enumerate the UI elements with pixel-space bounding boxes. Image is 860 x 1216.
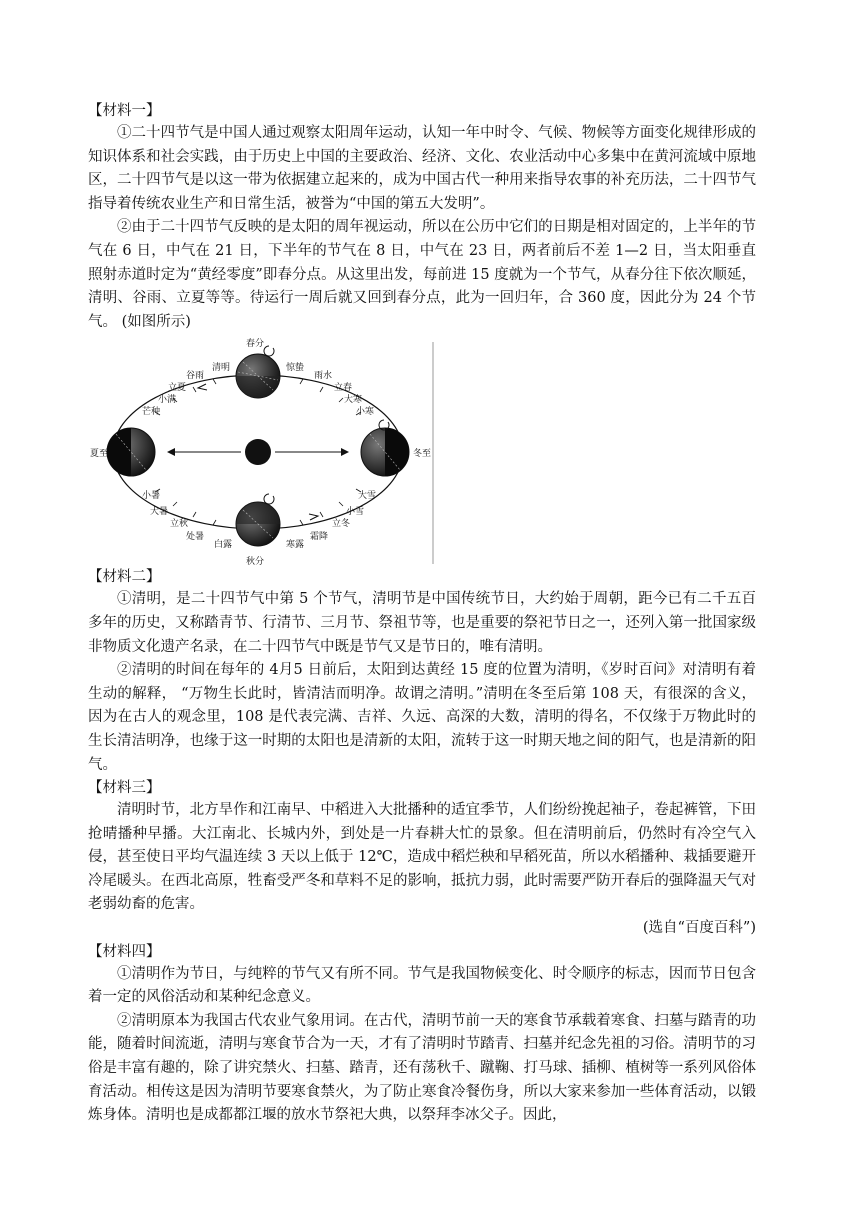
label-xiaoman: 小满: [158, 395, 177, 406]
document-page: [88, 100, 756, 1128]
label-dashu: 大暑: [150, 507, 169, 518]
label-shuangjiang: 霜降: [310, 532, 329, 543]
earth-qiufen-icon: [236, 502, 280, 546]
label-liqiu: 立秋: [170, 519, 189, 530]
label-guyu: 谷雨: [186, 371, 205, 382]
label-xiaohan: 小寒: [356, 407, 375, 418]
material4-heading: 【材料四】: [88, 943, 161, 960]
label-dongzhi: 冬至: [413, 449, 432, 460]
material1-heading: 【材料一】: [88, 103, 161, 119]
label-hanlu: 寒露: [286, 540, 305, 551]
rotation-icon: [264, 346, 274, 356]
rotation-icon: [264, 494, 274, 504]
label-mangzhong: 芒种: [142, 407, 161, 418]
label-xiazhi: 夏至: [90, 449, 109, 460]
label-qiufen: 秋分: [246, 557, 265, 567]
label-daxue: 大雪: [358, 491, 377, 502]
label-yushui: 雨水: [314, 371, 333, 382]
label-chunfen: 春分: [246, 339, 265, 350]
label-xiaoxue: 小雪: [346, 507, 365, 518]
material1-paragraph-1: ①二十四节气是中国人通过观察太阳周年运动，认知一年中时令、气候、物候等方面变化规律形成的知识体系和社会实践，由于历史上中国的主要政治、经济、文化、农业活动中心多集中在黄河流域中原地区，二十四节气是以这一带为依据建立起来的，成为中国古代一种用来指导农事的补充历法，二十四节气指导着传统农业生产和日常生活，被誉为“中国的第五大发明”。: [88, 125, 756, 212]
earth-xiazhi-icon: [107, 428, 155, 476]
sun-icon: [245, 439, 271, 465]
earth-chunfen-icon: [236, 354, 280, 398]
orbit-direction-icon: [198, 384, 207, 390]
solar-terms-diagram: [88, 334, 756, 566]
orbit-direction-icon: [309, 514, 318, 520]
label-bailu: 白露: [214, 540, 233, 551]
label-lixia: 立夏: [168, 383, 187, 394]
material3-source: (选自“百度百科”): [642, 920, 756, 937]
solar-terms-svg: [88, 334, 756, 566]
material2-paragraph-1: ①清明，是二十四节气中第 5 个节气，清明节是中国传统节日，大约始于周朝，距今已有二千五百多年的历史，又称踏青节、行清节、三月节、祭祖节等，也是重要的祭祀节日之一，还列入第一批国家级非物质文化遗产名录，在二十四节气中既是节气又是节日的，唯有清明。: [88, 591, 756, 655]
label-dahan: 大寒: [344, 395, 363, 406]
label-lichun: 立春: [334, 383, 353, 394]
material4-paragraph-1: ①清明作为节日，与纯粹的节气又有所不同。节气是我国物候变化、时令顺序的标志，因而节日包含着一定的风俗活动和某种纪念意义。: [88, 965, 756, 1006]
material2-heading: 【材料二】: [88, 569, 161, 586]
label-xiaoshu: 小暑: [142, 491, 161, 502]
material3-heading: 【材料三】: [88, 780, 161, 797]
label-jingzhe: 惊蛰: [286, 363, 305, 374]
label-qingming: 清明: [212, 363, 231, 374]
material2-paragraph-2: ②清明的时间在每年的 4月5 日前后，太阳到达黄经 15 度的位置为清明，《岁时百问》对清明有着生动的解释， “万物生长此时，皆清洁而明净。故谓之清明。”清明在冬至后第 108 天，有很深的含义，因为在古人的观念里，108 是代表完满、吉祥、久远、高深的大数，清明的得名，不仅缘于万物此时的生长清洁明净，也缘于这一时期的太阳也是清新的太阳，流转于这一时期天地之间的阳气，也是清新的阳气。: [88, 662, 756, 773]
label-lidong: 立冬: [332, 519, 351, 530]
material3-paragraph-1: 清明时节，北方旱作和江南早、中稻进入大批播种的适宜季节，人们纷纷挽起袖子，卷起裤管，下田抢晴播种早播。大江南北、长城内外，到处是一片春耕大忙的景象。但在清明前后，仍然时有冷空气入侵，甚至使日平均气温连续 3 天以上低于 12℃，造成中稻烂秧和早稻死苗，所以水稻播种、栽插要避开冷尾暖头。在西北高原，牲畜受严冬和草料不足的影响，抵抗力弱，此时需要严防开春后的强降温天气对老弱幼畜的危害。: [88, 802, 756, 913]
material4-paragraph-2: ②清明原本为我国古代农业气象用词。在古代，清明节前一天的寒食节承载着寒食、扫墓与踏青的功能，随着时间流逝，清明与寒食节合为一天，才有了清明时节踏青、扫墓并纪念先祖的习俗。清明节的习俗是丰富有趣的，除了讲究禁火、扫墓、踏青，还有荡秋千、蹴鞠、打马球、插柳、植树等一系列风俗体育活动。相传这是因为清明节要寒食禁火，为了防止寒食冷餐伤身，所以大家来参加一些体育活动，以锻炼身体。清明也是成都都江堰的放水节祭祀大典，以祭拜李冰父子。因此，: [88, 1012, 756, 1124]
earth-dongzhi-icon: [361, 428, 409, 476]
label-chushu: 处暑: [186, 532, 205, 543]
material1-paragraph-2: ②由于二十四节气反映的是太阳的周年视运动，所以在公历中它们的日期是相对固定的，上半年的节气在 6 日，中气在 21 日，下半年的节气在 8 日，中气在 23 日，两者前后不差 1—2 日，当太阳垂直照射赤道时定为“黄经零度”即春分点。从这里出发，每前进 15 度就为一个节气，从春分往下依次顺延，清明、谷雨、立夏等等。待运行一周后就又回到春分点，此为一回归年，合 360 度，因此分为 24 个节气。 (如图所示): [88, 219, 756, 330]
